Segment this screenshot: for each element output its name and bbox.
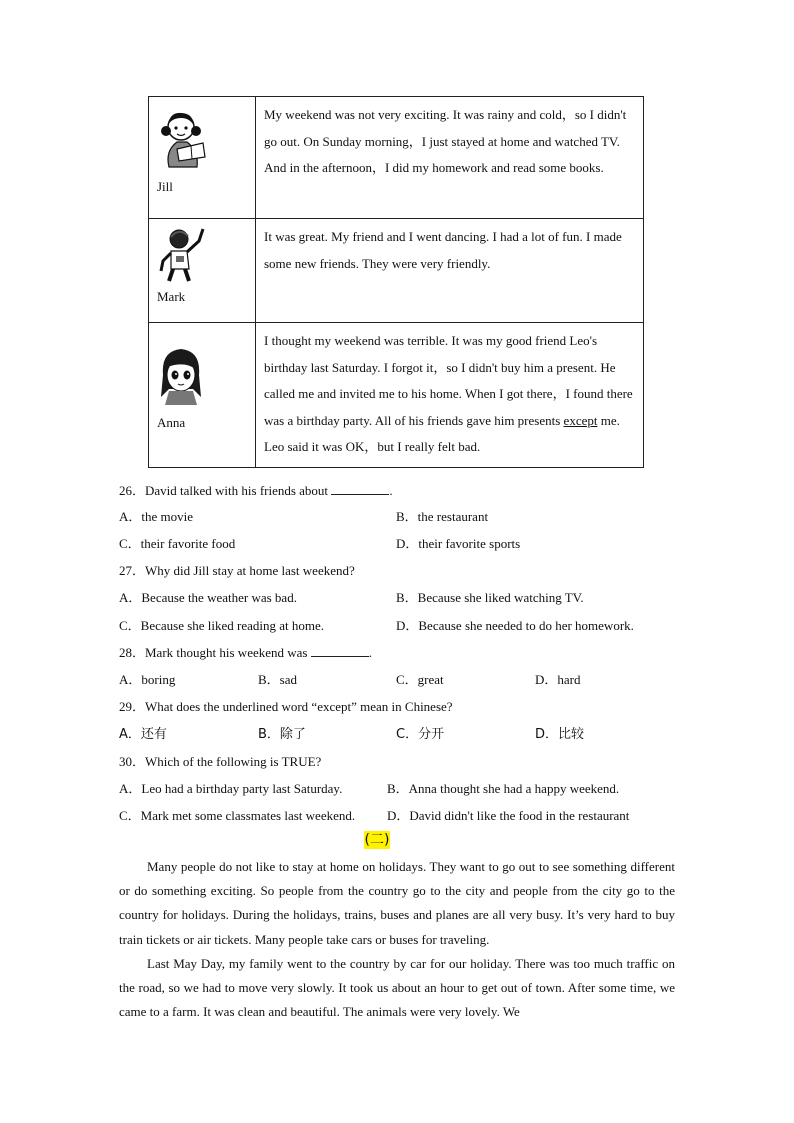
table-row: [149, 219, 644, 323]
person-name: Anna: [157, 415, 186, 430]
passage-paragraph: Last May Day, my family went to the country by car for our holiday. There was too much traffic on the road, so we had to move very slowly. It took us about an hour to get out of town. After some time, we came to a farm. It was clean and beautiful. The animals were very lovely. We: [119, 955, 675, 1020]
table-row: [149, 323, 644, 468]
girl-portrait-icon: [157, 345, 205, 405]
option-c: C．分开: [396, 727, 445, 742]
question-30: 30．Which of the following is TRUE?: [119, 754, 322, 769]
text-segment: I thought my weekend was terrible. It was my good friend Leo's birthday last Saturday. I forgot it，so I didn't buy him a present. He called me and invited me to his home. When I got there，I found there was a birthday party. All of his friends gave him presents: [264, 333, 633, 428]
option-c: C．Because she liked reading at home.: [119, 618, 325, 633]
person-text: [256, 323, 644, 468]
person-text: My weekend was not very exciting. It was rainy and cold，so I didn't go out. On Sunday morning，I just stayed at home and watched TV. And in the afternoon，I did my homework and read some books.: [256, 97, 644, 219]
person-cell: [149, 219, 256, 323]
boy-dancing-icon: [157, 225, 209, 283]
person-name: Jill: [157, 179, 173, 194]
option-c: C．Mark met some classmates last weekend.: [119, 808, 356, 823]
text-segment: me. Leo said it was OK，but I really felt bad.: [264, 412, 620, 454]
option-b: B．除了: [258, 727, 306, 742]
option-d: D．their favorite sports: [396, 536, 521, 551]
option-d: D．比较: [535, 727, 585, 742]
answer-blank: [331, 482, 389, 495]
question-29: 29．What does the underlined word “except” mean in Chinese?: [119, 699, 453, 714]
question-stem: 26．David talked with his friends about: [119, 483, 329, 498]
question-end: .: [368, 645, 372, 660]
weekend-table: [148, 96, 644, 468]
option-c: C．great: [396, 672, 444, 687]
option-a: A．还有: [119, 727, 167, 742]
question-26: [119, 480, 393, 499]
question-28: [119, 642, 372, 661]
option-a: A．Leo had a birthday party last Saturday.: [119, 781, 343, 796]
underlined-word: except: [563, 412, 598, 428]
question-stem: 28．Mark thought his weekend was: [119, 645, 308, 660]
person-text: It was great. My friend and I went dancing. I had a lot of fun. I made some new friends. They were very friendly.: [256, 219, 644, 323]
table-row: [149, 97, 644, 219]
option-d: D．Because she needed to do her homework.: [396, 618, 634, 633]
option-d: D．David didn't like the food in the restaurant: [387, 808, 630, 823]
question-27: 27．Why did Jill stay at home last weekend?: [119, 563, 355, 578]
passage-paragraph: Many people do not like to stay at home on holidays. They want to go out to see something different or do something exciting. So people from the country go to the city and people from the city go to the country for holidays. During the holidays, trains, buses and planes are all very busy. It’s very hard to buy train tickets or air tickets. Many people take cars or buses for traveling.: [119, 859, 675, 947]
option-b: B．sad: [258, 672, 298, 687]
option-c: C．their favorite food: [119, 536, 236, 551]
section-marker: (二): [364, 832, 390, 848]
person-name: Mark: [157, 289, 186, 304]
person-cell: [149, 97, 256, 219]
option-a: A．the movie: [119, 509, 194, 524]
option-b: B．the restaurant: [396, 509, 489, 524]
option-a: A．Because the weather was bad.: [119, 590, 297, 605]
question-end: .: [389, 483, 393, 498]
answer-blank: [311, 644, 369, 657]
reading-passage: [119, 855, 675, 1024]
person-cell: [149, 323, 256, 468]
option-d: D．hard: [535, 672, 581, 687]
option-b: B．Because she liked watching TV.: [396, 590, 584, 605]
girl-reading-icon: [157, 109, 211, 171]
option-a: A．boring: [119, 672, 176, 687]
option-b: B．Anna thought she had a happy weekend.: [387, 781, 620, 796]
